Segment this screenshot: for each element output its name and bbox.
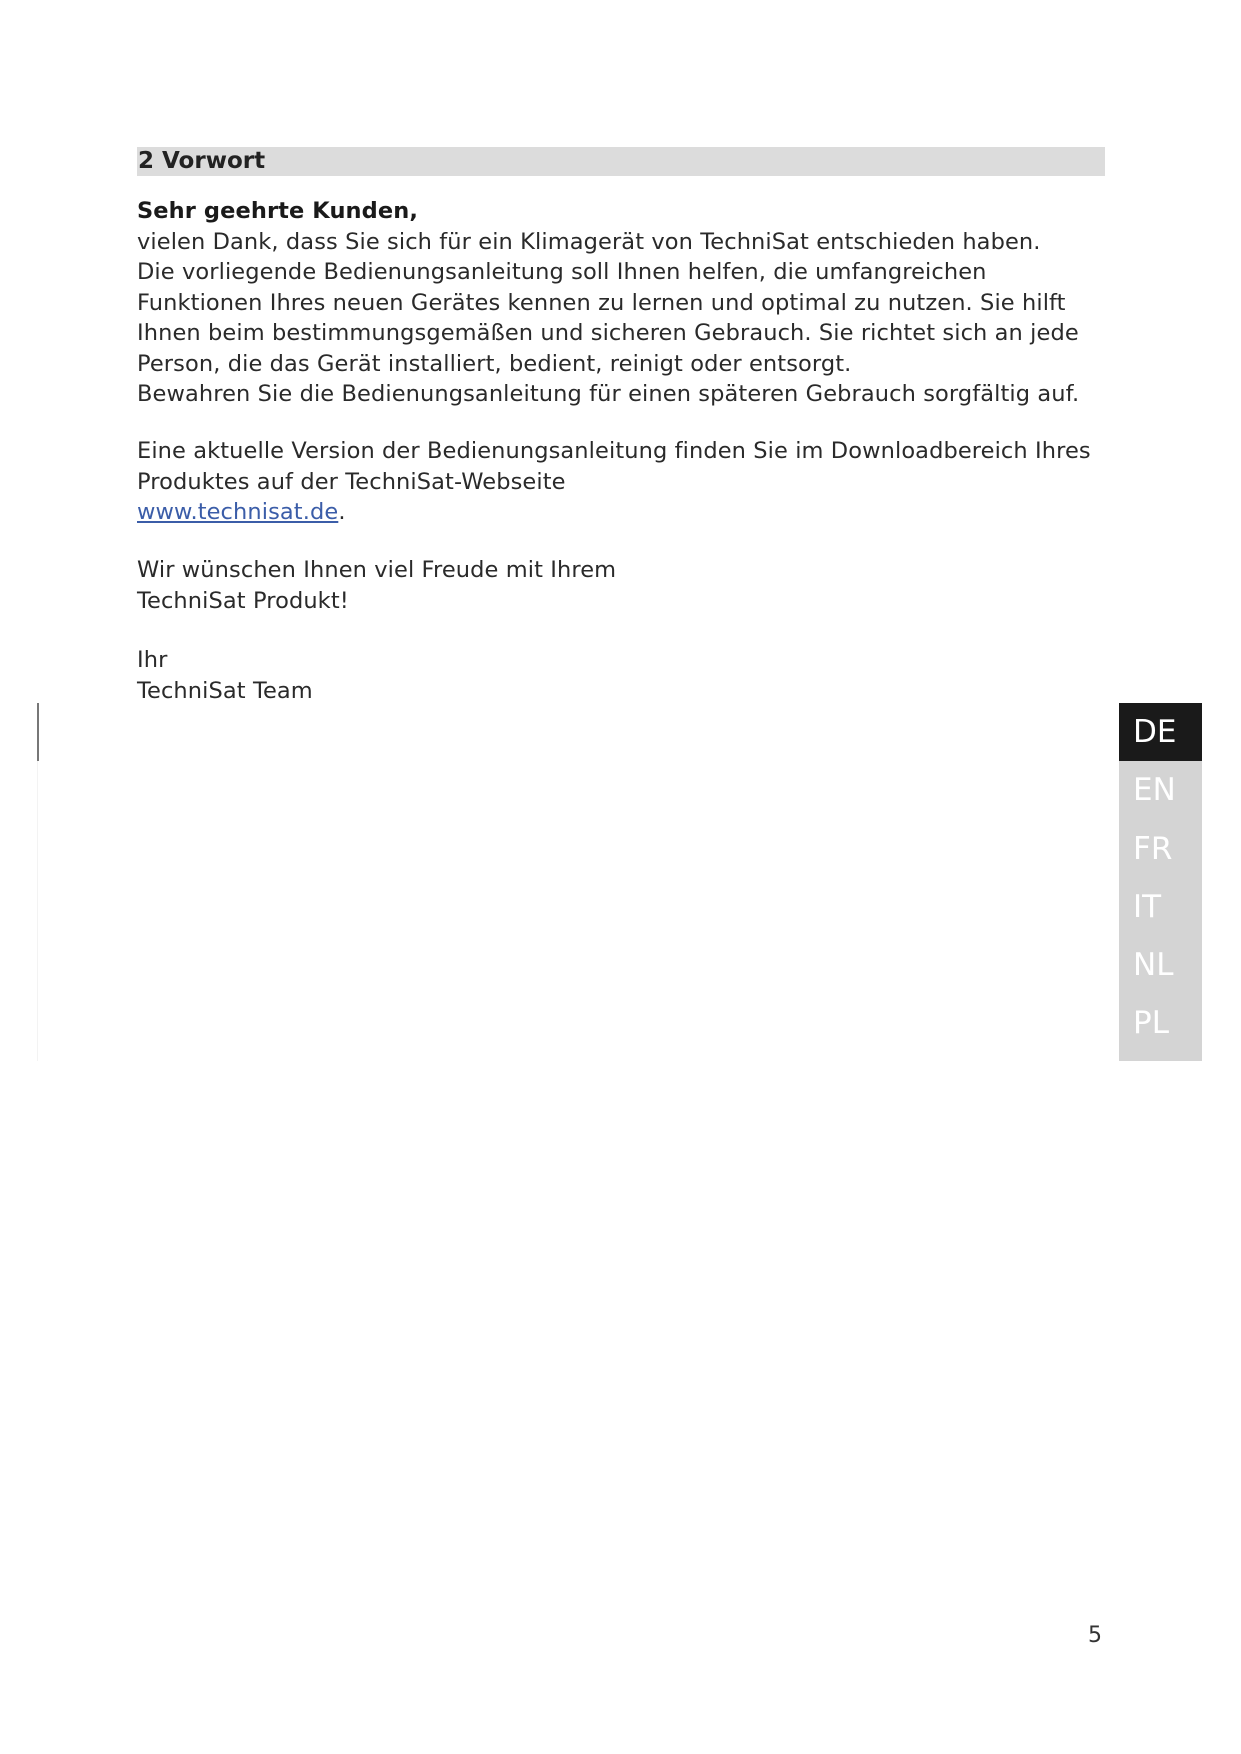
version-note-block [137, 436, 1117, 528]
wish-line: TechniSat Produkt! [137, 587, 349, 614]
website-link[interactable]: www.technisat.de [137, 499, 339, 525]
language-tab-nl[interactable]: NL [1133, 947, 1174, 984]
version-note-line: Eine aktuelle Version der Bedienungsanleitung finden Sie im Downloadbereich Ihres [137, 438, 1091, 464]
section-heading: 2 Vorwort [137, 147, 1105, 176]
intro-line: vielen Dank, dass Sie sich für ein Klimagerät von TechniSat entschieden haben. [137, 228, 1041, 255]
language-tab-fr[interactable]: FR [1133, 830, 1173, 867]
signature-block [137, 645, 1117, 706]
language-tab-de[interactable]: DE [1119, 703, 1202, 761]
intro-line: Funktionen Ihres neuen Gerätes kennen zu lernen und optimal zu nutzen. Sie hilft [137, 289, 1066, 316]
margin-marker-faint [37, 761, 38, 1061]
language-tab-pl[interactable]: PL [1133, 1005, 1169, 1042]
intro-line: Ihnen beim bestimmungsgemäßen und sicheren Gebrauch. Sie richtet sich an jede [137, 320, 1079, 346]
language-tab-en[interactable]: EN [1133, 772, 1176, 809]
version-note-line: Produktes auf der TechniSat-Webseite [137, 468, 566, 495]
intro-line: Bewahren Sie die Bedienungsanleitung für einen späteren Gebrauch sorgfältig auf. [137, 381, 1080, 407]
language-tab-it[interactable]: IT [1133, 888, 1162, 925]
website-link-suffix: . [338, 499, 346, 525]
wish-line: Wir wünschen Ihnen viel Freude mit Ihrem [137, 557, 617, 583]
signature-line: Ihr [137, 647, 168, 673]
salutation: Sehr geehrte Kunden, [137, 198, 419, 224]
intro-line: Die vorliegende Bedienungsanleitung soll Ihnen helfen, die umfangreichen [137, 259, 987, 285]
wish-block [137, 555, 1117, 616]
intro-block [137, 196, 1117, 410]
margin-marker [37, 703, 39, 761]
language-tabs [1119, 703, 1202, 1061]
signature-line: TechniSat Team [137, 677, 313, 704]
website-line [137, 497, 1117, 528]
page-number: 5 [1088, 1623, 1102, 1648]
intro-line: Person, die das Gerät installiert, bedient, reinigt oder entsorgt. [137, 350, 852, 377]
